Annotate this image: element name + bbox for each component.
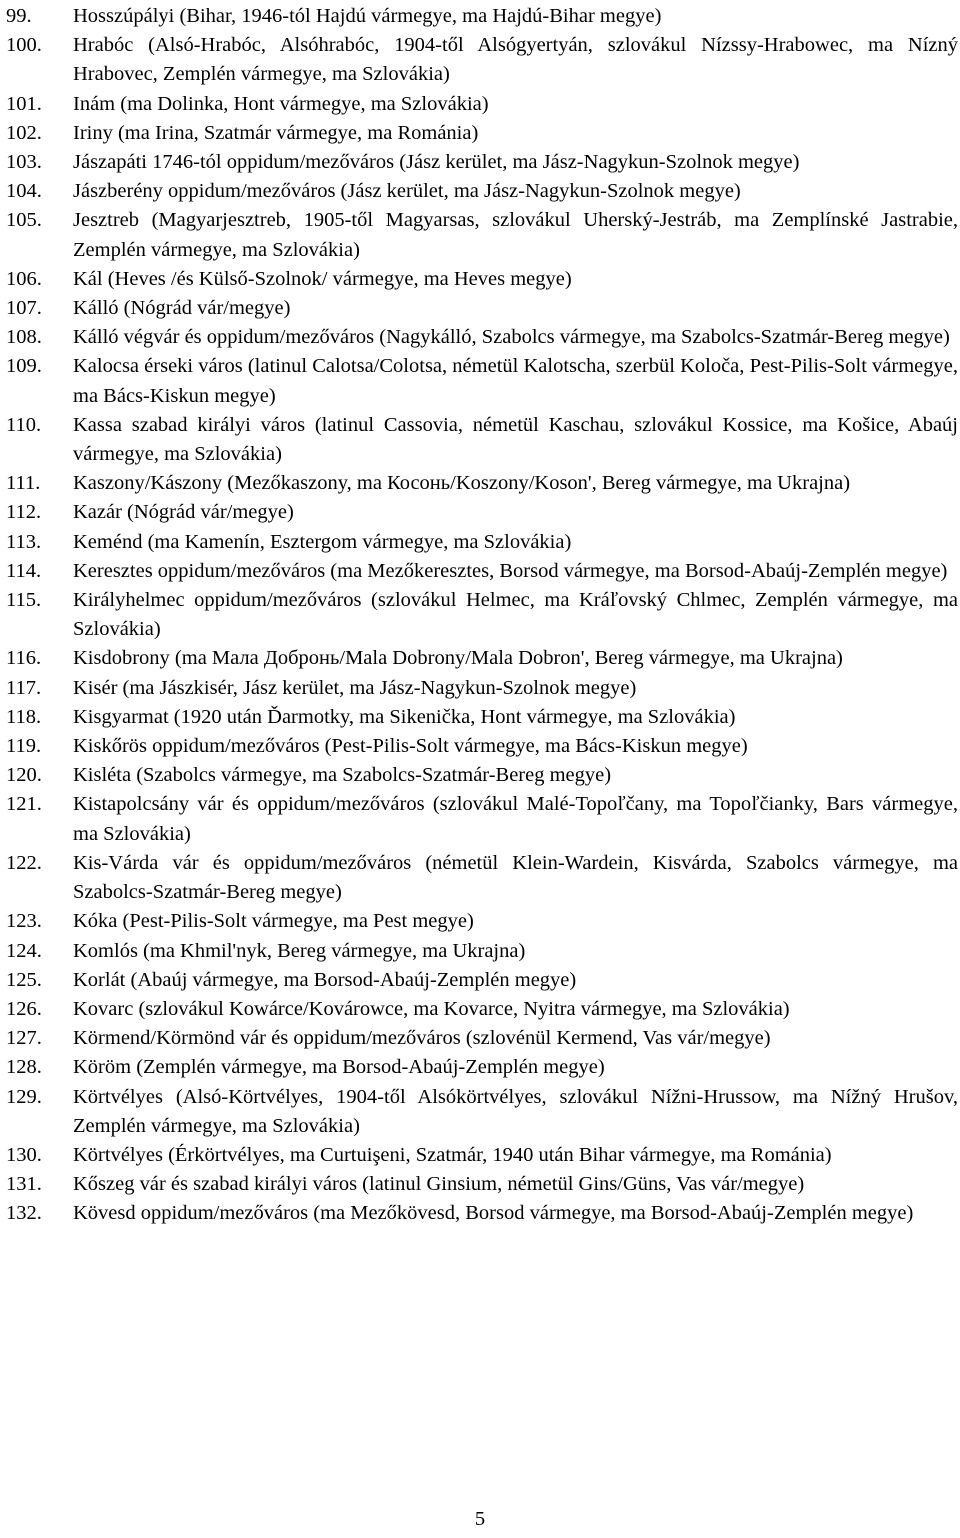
list-item — [6, 761, 958, 790]
entry-text: Komlós (ma Khmil'nyk, Bereg vármegye, ma Ukrajna) — [73, 939, 526, 962]
list-item — [6, 790, 958, 848]
list-item — [6, 1141, 958, 1170]
list-item — [6, 528, 958, 557]
entry-text: Inám (ma Dolinka, Hont vármegye, ma Szlovákia) — [73, 92, 489, 115]
entry-number: 129. — [6, 1085, 42, 1108]
list-item — [6, 90, 958, 119]
entry-number: 109. — [6, 355, 42, 378]
entry-text: Kaszony/Kászony (Mezőkaszony, ma Косонь/Koszony/Koson', Bereg vármegye, ma Ukrajna) — [73, 472, 851, 495]
list-item — [6, 907, 958, 936]
entry-number: 128. — [6, 1056, 42, 1079]
entry-number: 99. — [6, 5, 32, 27]
entry-text: Körtvélyes (Alsó-Körtvélyes, 1904-től Alsókörtvélyes, szlovákul Nížni-Hrussow, ma Nížný Hrušov, Zemplén vármegye, ma Szlovákia) — [73, 1085, 958, 1137]
list-item — [6, 732, 958, 761]
list-item — [6, 1083, 958, 1141]
entry-number: 115. — [6, 589, 42, 612]
entry-number: 106. — [6, 267, 42, 290]
list-item — [6, 849, 958, 907]
list-item — [6, 31, 958, 89]
entry-text: Kálló végvár és oppidum/mezőváros (Nagykálló, Szabolcs vármegye, ma Szabolcs-Szatmár-Bereg megye) — [73, 326, 950, 349]
entry-number: 125. — [6, 968, 42, 991]
list-item — [6, 206, 958, 264]
entry-text: Kisér (ma Jászkisér, Jász kerület, ma Jász-Nagykun-Szolnok megye) — [73, 676, 637, 699]
entry-number: 108. — [6, 326, 42, 349]
list-item — [6, 703, 958, 732]
entry-number: 112. — [6, 501, 42, 524]
list-item — [6, 323, 958, 352]
entry-number: 132. — [6, 1202, 42, 1225]
list-item — [6, 294, 958, 323]
entry-text: Kisgyarmat (1920 után Ďarmotky, ma Sikenička, Hont vármegye, ma Szlovákia) — [73, 705, 736, 728]
entry-number: 107. — [6, 297, 42, 320]
list-item — [6, 966, 958, 995]
list-item — [6, 2, 958, 31]
page-number: 5 — [474, 1508, 486, 1530]
entry-text: Keresztes oppidum/mezőváros (ma Mezőkeresztes, Borsod vármegye, ma Borsod-Abaúj-Zemplén megye) — [73, 559, 948, 582]
entry-text: Hrabóc (Alsó-Hrabóc, Alsóhrabóc, 1904-től Alsógyertyán, szlovákul Nízssy-Hrabowec, ma Nízný Hrabovec, Zemplén vármegye, ma Szlovákia) — [73, 34, 958, 86]
entry-text: Kis-Várda vár és oppidum/mezőváros (németül Klein-Wardein, Kisvárda, Szabolcs vármegye, ma Szabolcs-Szatmár-Bereg megye) — [73, 851, 958, 904]
entry-text: Kassa szabad királyi város (latinul Cassovia, németül Kaschau, szlovákul Kossice, ma Košice, Abaúj vármegye, ma Szlovákia) — [73, 413, 958, 466]
entry-number: 113. — [6, 530, 42, 553]
entry-number: 119. — [6, 735, 42, 758]
list-item — [6, 674, 958, 703]
entry-text: Jászapáti 1746-tól oppidum/mezőváros (Jász kerület, ma Jász-Nagykun-Szolnok megye) — [73, 151, 800, 174]
entry-text: Kalocsa érseki város (latinul Calotsa/Colotsa, németül Kalotscha, szerbül Koloča, Pest-Pilis-Solt vármegye, ma Bács-Kiskun megye) — [73, 355, 958, 407]
entry-number: 124. — [6, 939, 42, 962]
list-item — [6, 1024, 958, 1053]
entry-number: 105. — [6, 209, 42, 232]
entry-text: Kazár (Nógrád vár/megye) — [73, 501, 294, 524]
entry-text: Jászberény oppidum/mezőváros (Jász kerület, ma Jász-Nagykun-Szolnok megye) — [73, 180, 741, 203]
entry-text: Kisdobrony (ma Мала Добронь/Mala Dobrony/Mala Dobron', Bereg vármegye, ma Ukrajna) — [73, 647, 843, 670]
list-item — [6, 177, 958, 206]
entry-number: 102. — [6, 121, 42, 144]
entry-text: Kóka (Pest-Pilis-Solt vármegye, ma Pest megye) — [73, 910, 474, 933]
list-item — [6, 995, 958, 1024]
entry-text: Kálló (Nógrád vár/megye) — [73, 297, 291, 320]
entry-number: 111. — [6, 472, 41, 495]
entry-number: 121. — [6, 793, 42, 816]
entry-number: 120. — [6, 764, 42, 787]
list-item — [6, 265, 958, 294]
entry-number: 131. — [6, 1173, 42, 1196]
entry-list — [6, 2, 958, 1229]
list-item — [6, 586, 958, 644]
list-item — [6, 469, 958, 498]
entry-number: 118. — [6, 705, 42, 728]
list-item — [6, 557, 958, 586]
entry-text: Korlát (Abaúj vármegye, ma Borsod-Abaúj-Zemplén megye) — [73, 968, 577, 991]
entry-text: Jesztreb (Magyarjesztreb, 1905-től Magyarsas, szlovákul Uherský-Jestráb, ma Zemplínské Jastrabie, Zemplén vármegye, ma Szlovákia) — [73, 209, 958, 261]
entry-text: Keménd (ma Kamenín, Esztergom vármegye, ma Szlovákia) — [73, 530, 572, 553]
list-item — [6, 937, 958, 966]
entry-number: 130. — [6, 1143, 42, 1166]
entry-number: 126. — [6, 997, 42, 1020]
list-item — [6, 411, 958, 469]
entry-number: 117. — [6, 676, 42, 699]
entry-number: 123. — [6, 910, 42, 933]
entry-text: Körtvélyes (Érkörtvélyes, ma Curtuişeni, Szatmár, 1940 után Bihar vármegye, ma Románia) — [73, 1143, 832, 1166]
list-item — [6, 644, 958, 673]
entry-text: Kál (Heves /és Külső-Szolnok/ vármegye, ma Heves megye) — [73, 267, 572, 290]
entry-text: Köröm (Zemplén vármegye, ma Borsod-Abaúj-Zemplén megye) — [73, 1056, 605, 1079]
entry-number: 114. — [6, 559, 42, 582]
entry-text: Kisléta (Szabolcs vármegye, ma Szabolcs-Szatmár-Bereg megye) — [73, 764, 612, 787]
entry-text: Kőszeg vár és szabad királyi város (latinul Ginsium, németül Gins/Güns, Vas vár/megye) — [73, 1173, 805, 1196]
list-item — [6, 119, 958, 148]
entry-number: 103. — [6, 151, 42, 174]
list-item — [6, 498, 958, 527]
entry-text: Hosszúpályi (Bihar, 1946-tól Hajdú vármegye, ma Hajdú-Bihar megye) — [73, 5, 662, 27]
entry-text: Királyhelmec oppidum/mezőváros (szlovákul Helmec, ma Kráľovský Chlmec, Zemplén vármegye, ma Szlovákia) — [73, 589, 958, 641]
entry-text: Iriny (ma Irina, Szatmár vármegye, ma Románia) — [73, 121, 479, 144]
entry-number: 100. — [6, 34, 42, 57]
list-item — [6, 352, 958, 410]
entry-text: Kistapolcsány vár és oppidum/mezőváros (szlovákul Malé-Topoľčany, ma Topoľčianky, Bars vármegye, ma Szlovákia) — [73, 793, 958, 845]
document-body — [6, 2, 958, 1229]
entry-number: 110. — [6, 413, 42, 436]
entry-text: Kiskőrös oppidum/mezőváros (Pest-Pilis-Solt vármegye, ma Bács-Kiskun megye) — [73, 735, 748, 758]
entry-number: 127. — [6, 1027, 42, 1050]
list-item — [6, 1199, 958, 1228]
list-item — [6, 1053, 958, 1082]
entry-number: 101. — [6, 92, 42, 115]
entry-number: 116. — [6, 647, 42, 670]
entry-text: Körmend/Körmönd vár és oppidum/mezőváros (szlovénül Kermend, Vas vár/megye) — [73, 1027, 771, 1050]
entry-text: Kövesd oppidum/mezőváros (ma Mezőkövesd, Borsod vármegye, ma Borsod-Abaúj-Zemplén megye) — [73, 1202, 914, 1225]
entry-number: 104. — [6, 180, 42, 203]
entry-number: 122. — [6, 851, 42, 874]
entry-text: Kovarc (szlovákul Kowárce/Kovárowce, ma Kovarce, Nyitra vármegye, ma Szlovákia) — [73, 997, 790, 1020]
list-item — [6, 1170, 958, 1199]
list-item — [6, 148, 958, 177]
